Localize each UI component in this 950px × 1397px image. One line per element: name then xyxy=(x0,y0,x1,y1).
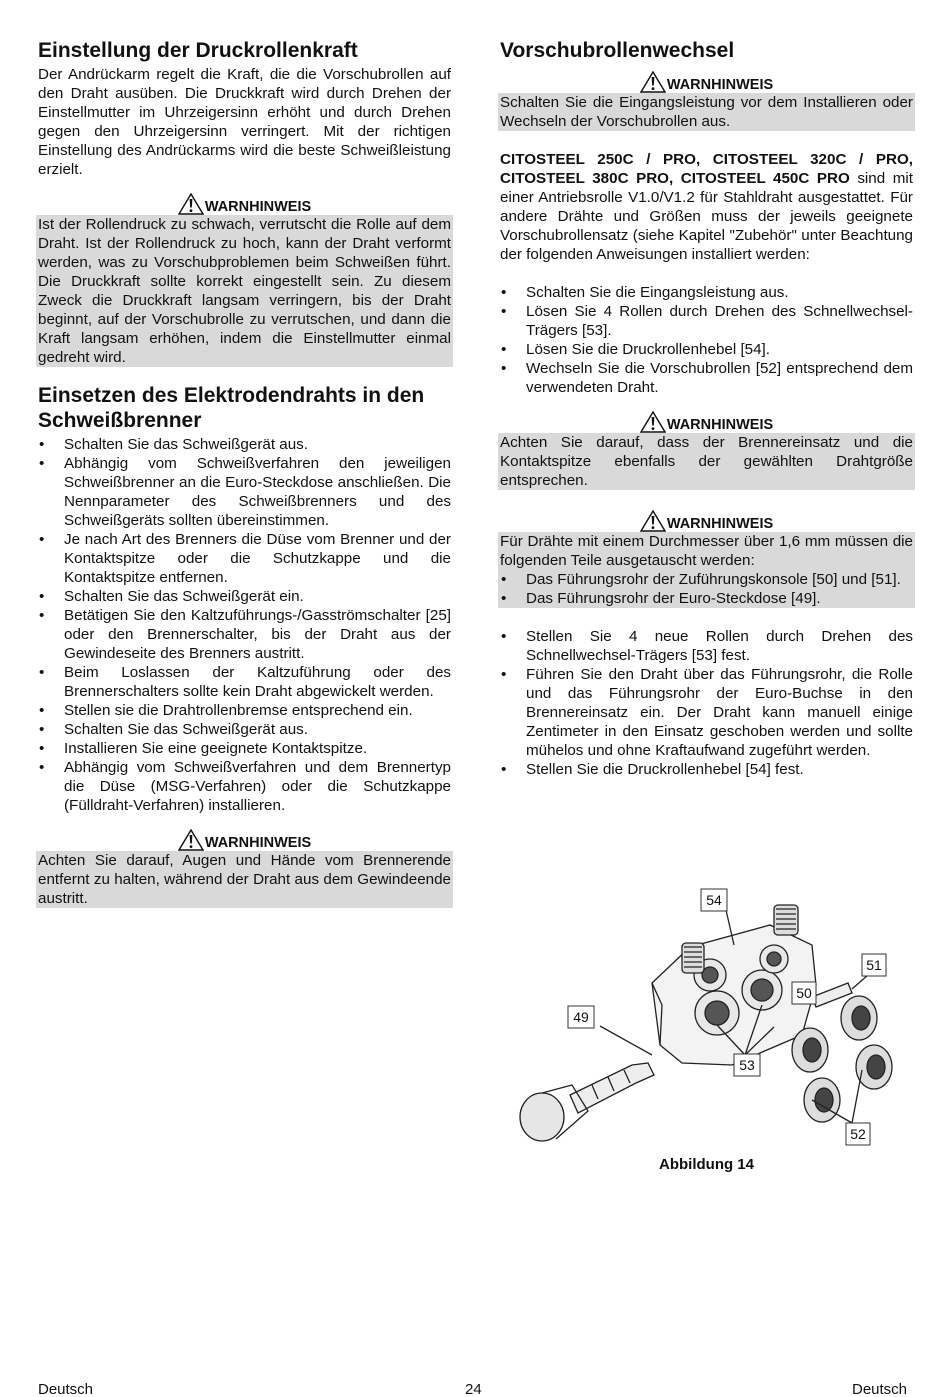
footer-page-number: 24 xyxy=(465,1381,482,1397)
wire-feeder-illustration xyxy=(512,885,902,1150)
list-item: • Schalten Sie die Eingangsleistung aus. xyxy=(501,284,789,301)
models-bold: CITOSTEEL 250C / PRO, CITOSTEEL 320C / PRO, CITOSTEEL 380C PRO, CITOSTEEL 450C PRO xyxy=(500,151,913,187)
callout-54: 54 xyxy=(706,892,722,908)
list-item: • Installieren Sie eine geeignete Kontaktspitze. xyxy=(39,740,368,757)
bullet-list-einsetzen xyxy=(500,627,913,779)
warning-text-augen-haende: Achten Sie darauf, Augen und Hände vom Brennerende entfernt zu halten, während der Draht aus dem Gewindeende austritt. xyxy=(38,852,451,907)
warning-text-eingangsleistung: Schalten Sie die Eingangsleistung vor dem Installieren oder Wechseln der Vorschubrollen aus. xyxy=(500,94,913,130)
callout-49: 49 xyxy=(573,1009,589,1025)
callout-53: 53 xyxy=(739,1057,755,1073)
list-item: • Lösen Sie 4 Rollen durch Drehen des Schnellwechsel-Trägers [53]. xyxy=(501,303,913,339)
callout-51: 51 xyxy=(866,957,882,973)
paragraph-models xyxy=(500,150,913,264)
heading-elektrodendraht: Einsetzen des Elektrodendrahts in den Schweißbrenner xyxy=(38,384,425,432)
heading-vorschubrollenwechsel: Vorschubrollenwechsel xyxy=(500,39,735,62)
list-item: • Beim Loslassen der Kaltzuführung oder des Brennerschalters sollte kein Draht abgewickelt werden. xyxy=(39,664,451,700)
warning-heading: WARNHINWEIS xyxy=(38,193,451,215)
right-column xyxy=(500,38,913,779)
callout-52: 52 xyxy=(850,1126,866,1142)
list-item: • Lösen Sie die Druckrollenhebel [54]. xyxy=(501,341,770,358)
warning-heading: WARNHINWEIS xyxy=(500,411,913,433)
list-item: • Das Führungsrohr der Euro-Steckdose [49]. xyxy=(501,590,821,607)
warning-heading: WARNHINWEIS xyxy=(38,829,451,851)
warning-triangle-icon xyxy=(178,829,204,851)
list-item: • Stellen sie die Drahtrollenbremse entsprechend ein. xyxy=(39,702,413,719)
models-text: sind mit einer Antriebsrolle V1.0/V1.2 für Stahldraht ausgestattet. Für andere Drähte und Größen muss der jeweils geeignete Vorschubrollensatz (siehe Kapitel "Zubehör" unter Beachtung der folgenden Anweisungen installiert werden: xyxy=(500,170,913,263)
list-item: • Das Führungsrohr der Zuführungskonsole [50] und [51]. xyxy=(501,571,901,588)
list-item: • Schalten Sie das Schweißgerät aus. xyxy=(39,721,308,738)
paragraph-druckrollenkraft: Der Andrückarm regelt die Kraft, die die Vorschubrollen auf den Draht ausüben. Die Druckkraft wird durch Drehen der Einstellmutter im Uhrzeigersinn erhöht und durch Drehen gegen den Uhrzeigersinn verringert. Mit der richtigen Einstellung des Andrückarms wird die beste Schweißleistung erzielt. xyxy=(38,66,451,178)
list-item: • Betätigen Sie den Kaltzuführungs-/Gasströmschalter [25] oder den Brennerschalter, bis der Draht aus der Gewindeseite des Brenners austritt. xyxy=(39,607,451,662)
left-column xyxy=(38,38,451,908)
list-item: • Stellen Sie 4 neue Rollen durch Drehen des Schnellwechsel-Trägers [53] fest. xyxy=(501,628,913,664)
warning-triangle-icon xyxy=(178,193,204,215)
list-item: • Je nach Art des Brenners die Düse vom Brenner und der Kontaktspitze oder die Schutzkappe und die Kontaktspitze entfernen. xyxy=(39,531,451,586)
bullet-list-elektrodendraht xyxy=(38,435,451,815)
figure-caption: Abbildung 14 xyxy=(659,1156,754,1173)
warning-triangle-icon xyxy=(640,510,666,532)
figure-wire-feeder-rolls xyxy=(512,885,902,1150)
list-item: • Wechseln Sie die Vorschubrollen [52] entsprechend dem verwendeten Draht. xyxy=(501,360,913,396)
footer-language-left: Deutsch xyxy=(38,1381,94,1397)
heading-druckrollenkraft: Einstellung der Druckrollenkraft xyxy=(38,39,358,62)
warning-bullet-list xyxy=(500,570,913,608)
warning-text-rollendruck: Ist der Rollendruck zu schwach, verrutscht die Rolle auf dem Draht. Ist der Rollendruck zu hoch, kann der Draht verformt werden, was zu Vorschubproblemen beim Schweißen führt. Die Druckkraft sollte korrekt eingestellt sein. Zu diesem Zweck die Druckkraft langsam verringern, bis der Draht beginnt, auf der Vorschubrolle zu verrutschen, und dann die Kraft langsam erhöhen, indem die Einstellmutter einmal gedreht wird. xyxy=(38,216,451,366)
list-item: • Schalten Sie das Schweißgerät ein. xyxy=(39,588,304,605)
callout-50: 50 xyxy=(796,985,812,1001)
warning-text-brennereinsatz: Achten Sie darauf, dass der Brennereinsatz und die Kontaktspitze ebenfalls der gewählten Drahtgröße entsprechen. xyxy=(500,434,913,489)
list-item: • Führen Sie den Draht über das Führungsrohr, die Rolle und das Führungsrohr der Euro-Buchse in den Brennereinsatz ein. Der Draht kann manuell einige Zentimeter in den Einsatz geschoben werden und sollte mühelos und ohne Kraftaufwand zugeführt werden. xyxy=(501,666,913,759)
list-item: • Abhängig vom Schweißverfahren und dem Brennertyp die Düse (MSG-Verfahren) oder die Schutzkappe (Fülldraht-Verfahren) installieren. xyxy=(39,759,451,814)
footer-language-right: Deutsch xyxy=(852,1381,908,1397)
warning-triangle-icon xyxy=(640,71,666,93)
list-item: • Stellen Sie die Druckrollenhebel [54] fest. xyxy=(501,761,804,778)
warning-heading: WARNHINWEIS xyxy=(500,71,913,93)
bullet-list-rollenwechsel xyxy=(500,283,913,397)
warning-box-durchmesser xyxy=(498,532,915,608)
warning-text-durchmesser: Für Drähte mit einem Durchmesser über 1,6 mm müssen die folgenden Teile ausgetauscht werden: xyxy=(500,533,913,569)
warning-triangle-icon xyxy=(640,411,666,433)
warning-heading: WARNHINWEIS xyxy=(500,510,913,532)
list-item: • Schalten Sie das Schweißgerät aus. xyxy=(39,436,308,453)
list-item: • Abhängig vom Schweißverfahren den jeweiligen Schweißbrenner an die Euro-Steckdose anschließen. Die Nennparameter des Schweißbrenners und des Schweißgeräts sollten übereinstimmen. xyxy=(39,455,451,529)
